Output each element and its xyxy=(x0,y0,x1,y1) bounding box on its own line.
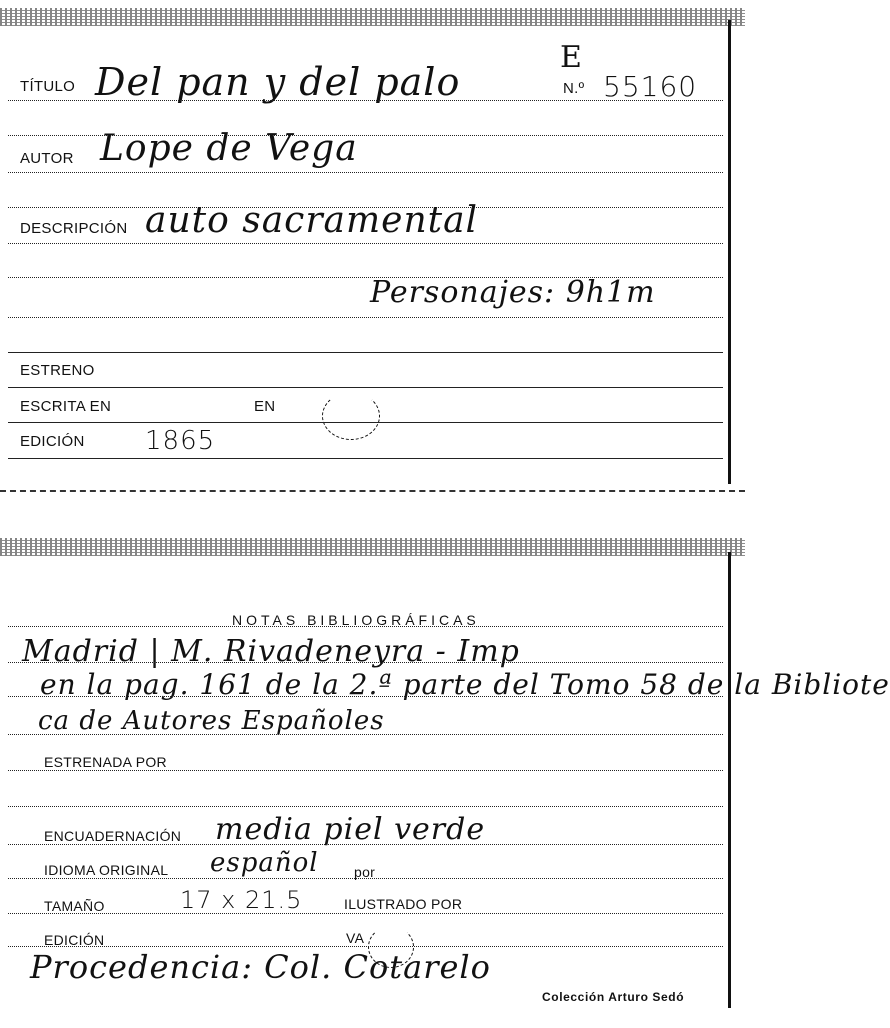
titulo-label: TÍTULO xyxy=(20,78,76,95)
estreno-label: ESTRENO xyxy=(20,362,95,379)
rule xyxy=(8,626,723,627)
procedencia-value: Procedencia: Col. Cotarelo xyxy=(30,948,491,986)
rule xyxy=(8,352,723,353)
descripcion-value: auto sacramental xyxy=(145,200,479,241)
note-line: Madrid | M. Rivadeneyra - Imp xyxy=(22,634,520,669)
card-edge xyxy=(728,552,731,1008)
idioma-value: español xyxy=(210,848,319,878)
personajes-value: Personajes: 9h1m xyxy=(370,275,656,310)
por-label: por xyxy=(354,864,376,880)
card-edge-bottom xyxy=(0,488,745,492)
edicion2-label: EDICIÓN xyxy=(44,932,105,948)
descripcion-label: DESCRIPCIÓN xyxy=(20,220,128,237)
numero-label: N.º xyxy=(563,80,585,97)
rule xyxy=(8,422,723,423)
rule xyxy=(8,946,723,947)
rule xyxy=(8,387,723,388)
encuadernacion-label: ENCUADERNACIÓN xyxy=(44,828,182,844)
escrita-en-label: ESCRITA EN xyxy=(20,398,112,415)
notas-heading: NOTAS BIBLIOGRÁFICAS xyxy=(232,612,480,628)
en-label: EN xyxy=(254,398,276,415)
autor-label: AUTOR xyxy=(20,150,74,167)
rule xyxy=(8,696,723,697)
torn-edge xyxy=(0,538,745,556)
rule xyxy=(8,878,723,879)
estrenada-por-label: ESTRENADA POR xyxy=(44,754,167,770)
catalog-card-back xyxy=(0,538,890,1016)
tamano-label: TAMAÑO xyxy=(44,898,105,914)
rule xyxy=(8,458,723,459)
rule xyxy=(8,844,723,845)
rule xyxy=(8,770,723,771)
torn-edge xyxy=(0,8,745,26)
catalog-card-front xyxy=(0,0,745,492)
ilustrado-por-label: ILUSTRADO POR xyxy=(344,896,463,912)
tamano-value: 17 x 21.5 xyxy=(180,886,303,914)
collection-credit: Colección Arturo Sedó xyxy=(542,990,685,1004)
rule xyxy=(8,172,723,173)
va-label: VA xyxy=(346,930,365,946)
titulo-value: Del pan y del palo xyxy=(95,60,461,104)
rule xyxy=(8,662,723,663)
note-line: ca de Autores Españoles xyxy=(38,706,385,736)
rule xyxy=(8,734,723,735)
rule xyxy=(8,100,723,101)
edicion-value: 1865 xyxy=(145,426,216,456)
idioma-label: IDIOMA ORIGINAL xyxy=(44,862,169,878)
rule xyxy=(8,317,723,318)
rule xyxy=(8,806,723,807)
numero-value: 55160 xyxy=(603,70,698,103)
encuadernacion-value: media piel verde xyxy=(215,812,486,847)
autor-value: Lope de Vega xyxy=(100,128,358,169)
catalog-mark: E xyxy=(560,40,583,75)
note-line: en la pag. 161 de la 2.ª parte del Tomo 58 de la Bibliote xyxy=(40,668,890,701)
stamp-mark xyxy=(322,392,380,440)
edicion-label: EDICIÓN xyxy=(20,433,85,450)
rule xyxy=(8,913,723,914)
card-edge xyxy=(728,20,731,484)
rule xyxy=(8,243,723,244)
